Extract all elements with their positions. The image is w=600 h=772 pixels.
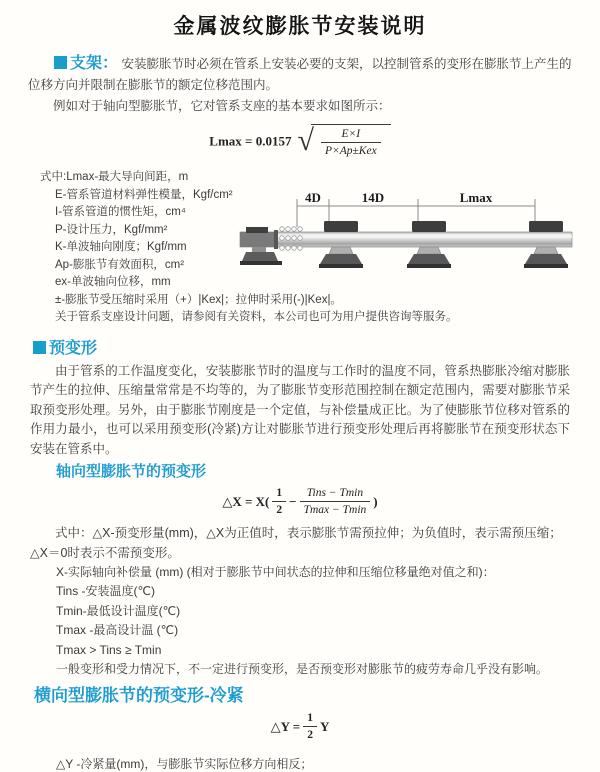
formula-dx-lhs: △X = X( — [222, 493, 270, 509]
axial-formula-explanation: 式中：△X-预变形量(mm)，△X为正值时，表示膨胀节需预拉伸；为负值时，表示需预压缩；△X＝0时表示不需预变形。 — [30, 525, 562, 560]
predeform-heading: 预变形 — [33, 339, 600, 359]
lateral-predeform-formula — [0, 711, 600, 743]
axial-predeform-heading: 轴向型膨胀节的预变形 — [56, 463, 207, 480]
formula-numerator: E×I — [321, 127, 381, 143]
page-title: 金属波纹膨胀节安装说明 — [173, 15, 427, 38]
formula-lmax-lhs: Lmax = 0.0157 — [209, 133, 292, 149]
parameter-line: X-实际轴向补偿量 (mm) (相对于膨胀节中间状态的拉伸和压缩位移量绝对值之和)： — [56, 564, 495, 579]
parameter-line: 一般变形和受力情况下，不一定进行预变形，是否预变形对膨胀节的疲劳寿命几乎没有影响。 — [56, 662, 549, 677]
section-square-icon — [33, 341, 46, 354]
formula-dy-lhs: △Y = — [270, 718, 301, 734]
dim-label-4d: 4D — [305, 190, 321, 205]
parameter-line: Tins -安装温度(℃) — [56, 584, 156, 599]
formula-half-fraction: $\frac{1}{2}$ — [272, 486, 286, 518]
minus-sign: − — [289, 493, 297, 509]
dim-label-lmax: Lmax — [459, 190, 493, 205]
parameter-line: Tmax -最高设计温 (℃) — [56, 623, 179, 638]
axial-predeform-formula — [0, 486, 600, 518]
definition-line: ex-单波轴向位移，mm — [55, 276, 171, 288]
definition-line: ±-膨胀节受压缩时采用（+）|Kex|；拉伸时采用(-)|Kex|。 — [55, 293, 342, 306]
section-square-icon — [54, 56, 67, 69]
guide-spacing-formula — [0, 124, 600, 164]
formula-half-fraction: $\frac{1}{2}$ — [303, 711, 317, 743]
support-section-paragraph — [28, 53, 572, 96]
definition-line: K-单波轴向刚度；Kgf/mm — [55, 241, 187, 253]
radical-sign-icon: √ — [297, 124, 314, 158]
square-root — [297, 124, 390, 159]
predeform-paragraph: 由于管系的工作温度变化，安装膨胀节时的温度与工作时的温度不同，管系热膨胀冷缩对膨胀节产生的拉伸、压缩量常常是不均等的，为了膨胀节变形范围控制在额定范围内，需要对膨胀节采取预变形处理。另外，由于膨胀节刚度是一个定值，与补偿量成正比。为了使膨胀节位移对管系的作用力最小，也可以采用预变形(冷紧)方让对膨胀节进行预变形处理后再将膨胀节在预变形状态下安装在管系中。 — [30, 363, 570, 456]
parameter-line: Tmax > Tins ≥ Tmin — [56, 642, 162, 657]
formula-fraction — [321, 127, 381, 159]
support-heading: 支架： — [54, 57, 118, 71]
formula-dy-rhs: Y — [319, 718, 330, 734]
support-example-text: 例如对于轴向型膨胀节，它对管系支座的基本要求如图所示： — [53, 99, 391, 113]
dim-label-14d: 14D — [361, 190, 385, 205]
definition-line: Ap-膨胀节有效面积，cm² — [55, 258, 185, 271]
parameter-line: Tmin-最低设计温度(℃) — [56, 603, 181, 618]
support-intro-text: 安装膨胀节时必须在管系上安装必要的支架，以控制管系的变形在膨胀节上产生的位移方向并限制在膨胀节的额定位移范围内。 — [28, 57, 572, 92]
formula-dx-rhs: ) — [373, 493, 378, 509]
definition-line: E-管系管道材料弹性模量，Kgf/cm² — [55, 188, 233, 201]
formula-temp-fraction: $\frac{\text{Tins − Tmin}}{Tmax - Tmin}$ — [300, 486, 371, 518]
formula-denominator: P×Ap±Kex — [324, 145, 377, 158]
lateral-predeform-heading: 横向型膨胀节的预变形-冷紧 — [34, 685, 244, 705]
definition-line: 式中:Lmax-最大导向间距，m — [40, 171, 189, 183]
cold-tightening-line: △Y -冷紧量(mm)，与膨胀节实际位移方向相反； — [56, 756, 313, 771]
support-spacing-diagram — [236, 190, 580, 274]
parameter-lines — [56, 563, 570, 680]
pipe-anchor — [240, 227, 282, 265]
definition-line: I-管系管道的惯性矩，cm⁴ — [55, 206, 186, 218]
definition-line: 关于管系支座设计问题，请参阅有关资料，本公司也可为用户提供咨询等服务。 — [55, 311, 458, 323]
definition-line: P-设计压力，Kgf/mm² — [55, 223, 168, 236]
